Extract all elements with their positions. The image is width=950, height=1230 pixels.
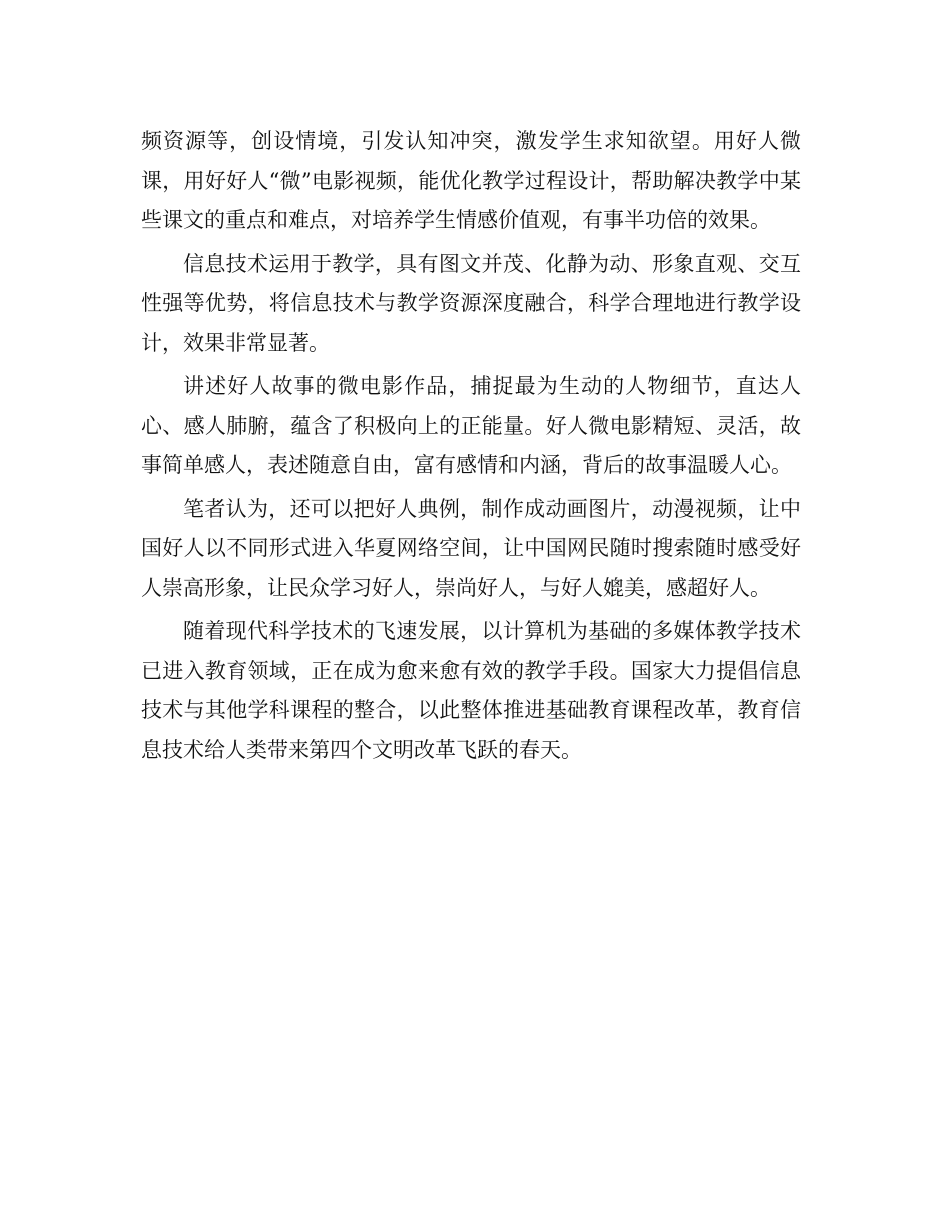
paragraph-4: 笔者认为，还可以把好人典例，制作成动画图片，动漫视频，让中国好人以不同形式进入华夏网络空间，让中国网民随时搜索随时感受好人崇高形象，让民众学习好人，崇尚好人，与好人媲美，感超好人。 xyxy=(141,496,801,600)
paragraph-2: 信息技术运用于教学，具有图文并茂、化静为动、形象直观、交互性强等优势，将信息技术与教学资源深度融合，科学合理地进行教学设计，效果非常显著。 xyxy=(141,251,801,355)
paragraph-3: 讲述好人故事的微电影作品，捕捉最为生动的人物细节，直达人心、感人肺腑，蕴含了积极向上的正能量。好人微电影精短、灵活，故事简单感人，表述随意自由，富有感情和内涵，背后的故事温暖人心。 xyxy=(141,374,801,477)
paragraph-1: 频资源等，创设情境，引发认知冲突，激发学生求知欲望。用好人微课，用好好人“微”电影视频，能优化教学过程设计，帮助解决教学中某些课文的重点和难点，对培养学生情感价值观，有事半功倍的效果。 xyxy=(141,129,801,232)
document-body xyxy=(141,122,801,774)
paragraph-5: 随着现代科学技术的飞速发展，以计算机为基础的多媒体教学技术已进入教育领域，正在成为愈来愈有效的教学手段。国家大力提倡信息技术与其他学科课程的整合，以此整体推进基础教育课程改革，教育信息技术给人类带来第四个文明改革飞跃的春天。 xyxy=(141,619,801,762)
